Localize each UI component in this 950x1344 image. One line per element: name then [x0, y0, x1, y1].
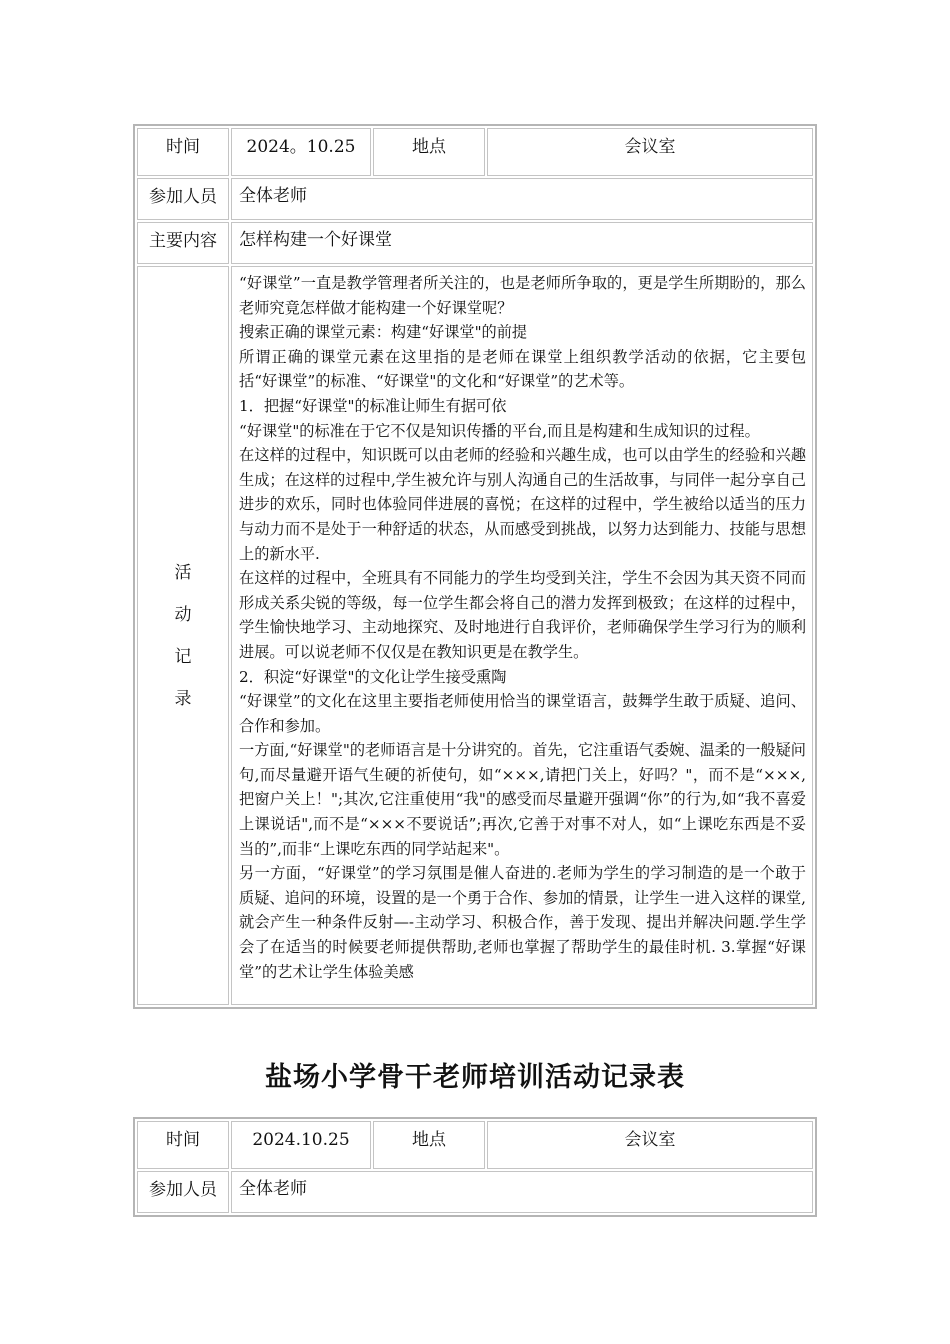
participants-label: 参加人员: [137, 1171, 229, 1213]
activity-label-char: 活: [174, 562, 192, 583]
place-value: 会议室: [487, 128, 813, 176]
content-value: 怎样构建一个好课堂: [231, 222, 813, 264]
paragraph: 另一方面，“好课堂”的学习氛围是催人奋进的.老师为学生的学习制造的是一个敢于质疑、追问的环境，设置的是一个勇于合作、参加的情景，让学生一进入这样的课堂,就会产生一种条件反射—-主动学习、积极合作，善于发现、提出并解决问题.学生学会了在适当的时候要老师提供帮助,老师也掌握了帮助学生的最佳时机. 3.掌握“好课堂”的艺术让学生体验美感: [239, 864, 806, 981]
activity-record-row: [137, 266, 813, 1005]
participants-value: 全体老师: [231, 178, 813, 220]
place-label: 地点: [373, 128, 485, 176]
activity-label-char: 录: [174, 688, 192, 709]
place-label: 地点: [373, 1121, 485, 1169]
activity-record-table-2: [133, 1117, 817, 1217]
content-label: 主要内容: [137, 222, 229, 264]
participants-label: 参加人员: [137, 178, 229, 220]
time-place-row: [137, 1121, 813, 1169]
paragraph: 在这样的过程中，全班具有不同能力的学生均受到关注，学生不会因为其天资不同而形成关系尖锐的等级，每一位学生都会将自己的潜力发挥到极致；在这样的过程中，学生愉快地学习、主动地探究、及时地进行自我评价，老师确保学生学习行为的顺利进展。可以说老师不仅仅是在教知识更是在教学生。: [239, 569, 806, 661]
place-value: 会议室: [487, 1121, 813, 1169]
paragraph: 1．把握“好课堂"的标准让师生有据可依: [239, 396, 507, 415]
activity-label-char: 动: [174, 604, 192, 625]
time-place-row: [137, 128, 813, 176]
time-label: 时间: [137, 1121, 229, 1169]
activity-label-char: 记: [174, 646, 192, 667]
participants-value: 全体老师: [231, 1171, 813, 1213]
paragraph: 一方面,“好课堂"的老师语言是十分讲究的。首先，它注重语气委婉、温柔的一般疑问句,而尽量避开语气生硬的祈使句，如“×××,请把门关上，好吗？"，而不是“×××,把窗户关上！";其次,它注重使用“我"的感受而尽量避开强调“你”的行为,如“我不喜爱上课说话",而不是“×××不要说话”;再次,它善于对事不对人，如“上课吃东西是不妥当的”,而非“上课吃东西的同学站起来"。: [239, 741, 806, 858]
page-title: 盐场小学骨干老师培训活动记录表: [265, 1062, 685, 1093]
activity-record-body: [231, 266, 813, 1005]
participants-row: [137, 178, 813, 220]
time-value: 2024。10.25: [231, 128, 371, 176]
paragraph: “好课堂”一直是教学管理者所关注的，也是老师所争取的，更是学生所期盼的，那么老师究竟怎样做才能构建一个好课堂呢？: [239, 274, 806, 317]
activity-record-label: [137, 266, 229, 1005]
activity-record-table-1: [133, 124, 817, 1009]
participants-row: [137, 1171, 813, 1213]
paragraph: 2．积淀“好课堂"的文化让学生接受熏陶: [239, 667, 507, 686]
paragraph: 在这样的过程中，知识既可以由老师的经验和兴趣生成，也可以由学生的经验和兴趣生成；在这样的过程中,学生被允许与别人沟通自己的生活故事，与同伴一起分享自己进步的欢乐，同时也体验同伴进展的喜悦；在这样的过程中，学生被给以适当的压力与动力而不是处于一种舒适的状态，从而感受到挑战，以努力达到能力、技能与思想上的新水平.: [239, 446, 806, 563]
content-row: [137, 222, 813, 264]
paragraph: “好课堂"的标准在于它不仅是知识传播的平台,而且是构建和生成知识的过程。: [239, 421, 760, 440]
time-value: 2024.10.25: [231, 1121, 371, 1169]
paragraph: 搜索正确的课堂元素：构建“好课堂"的前提: [239, 323, 528, 342]
time-label: 时间: [137, 128, 229, 176]
paragraph: “好课堂”的文化在这里主要指老师使用恰当的课堂语言，鼓舞学生敢于质疑、追问、合作和参加。: [239, 692, 806, 735]
paragraph: 所谓正确的课堂元素在这里指的是老师在课堂上组织教学活动的依据，它主要包括“好课堂”的标准、“好课堂"的文化和“好课堂”的艺术等。: [239, 347, 806, 391]
